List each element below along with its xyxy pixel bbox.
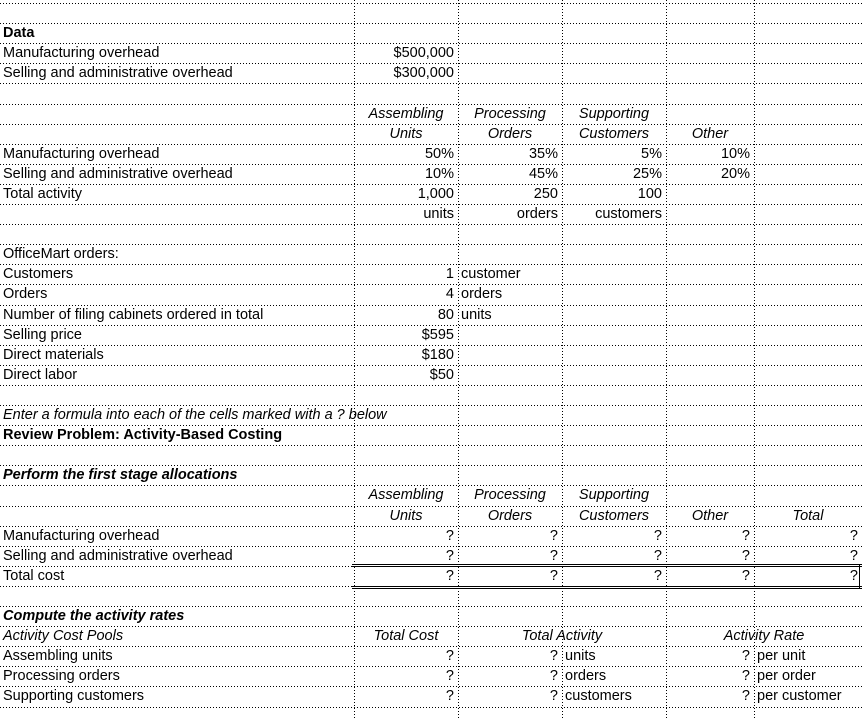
officemart-row-label: Selling price [3,327,82,343]
first-stage-header-bottom: Customers [578,508,650,524]
rates-activity-cell[interactable]: ? [549,688,558,704]
rates-rate-cell[interactable]: ? [741,668,750,684]
officemart-row-value[interactable]: 4 [445,286,454,302]
allocation-cell[interactable]: 100 [637,186,662,202]
allocation-cell[interactable]: 250 [533,186,558,202]
rates-cost-cell[interactable]: ? [445,648,454,664]
rates-cost-cell[interactable]: ? [445,668,454,684]
officemart-row-unit: units [461,307,492,323]
rates-rate-unit: per customer [757,688,842,704]
officemart-row-unit: customer [461,266,521,282]
review-title: Review Problem: Activity-Based Costing [3,427,283,443]
rates-row-label: Processing orders [3,668,120,684]
first-stage-cell[interactable]: ? [549,548,558,564]
allocation-cell[interactable]: 35% [528,146,558,162]
allocation-cell[interactable]: customers [595,206,662,222]
allocation-cell[interactable]: 45% [528,166,558,182]
officemart-row-value[interactable]: $50 [429,367,454,383]
first-stage-row-label: Total cost [3,568,65,584]
officemart-row-value[interactable]: $180 [421,347,454,363]
allocation-row-label: Manufacturing overhead [3,146,160,162]
rates-header-activity: Total Activity [521,628,603,644]
first-stage-cell[interactable]: ? [849,568,858,584]
data-row-label: Selling and administrative overhead [3,65,233,81]
allocation-row-label: Total activity [3,186,82,202]
allocation-row-label: Selling and administrative overhead [3,166,233,182]
officemart-row-unit [458,325,562,345]
allocation-cell[interactable]: units [423,206,454,222]
first-stage-cell[interactable]: ? [741,568,750,584]
allocation-cell[interactable]: 5% [641,146,662,162]
officemart-row-unit: orders [461,286,503,302]
rates-rate-cell[interactable]: ? [741,688,750,704]
officemart-row-value[interactable]: 80 [437,307,454,323]
allocation-header-bottom: Orders [487,126,533,142]
rates-rate-unit: per unit [757,648,806,664]
allocation-cell[interactable]: 20% [720,166,750,182]
first-stage-header-top [754,485,862,505]
rates-rate-cell[interactable]: ? [741,648,750,664]
data-title: Data [3,25,35,41]
allocation-cell[interactable]: 1,000 [417,186,454,202]
allocation-cell[interactable]: 10% [720,146,750,162]
allocation-row-label [0,204,354,224]
officemart-title: OfficeMart orders: [3,246,119,262]
allocation-header-top [666,104,754,124]
first-stage-header-bottom: Total [792,508,824,524]
first-stage-cell[interactable]: ? [549,528,558,544]
allocation-cell[interactable] [666,184,754,204]
first-stage-cell[interactable]: ? [653,528,662,544]
instruction-text: Enter a formula into each of the cells marked with a ? below [3,407,387,423]
first-stage-cell[interactable]: ? [849,528,858,544]
first-stage-cell[interactable]: ? [741,528,750,544]
rates-activity-cell[interactable]: ? [549,648,558,664]
first-stage-header-bottom: Other [691,508,729,524]
first-stage-cell[interactable]: ? [653,568,662,584]
first-stage-header-top: Supporting [578,487,650,503]
first-stage-title: Perform the first stage allocations [3,467,238,483]
officemart-row-label: Number of filing cabinets ordered in total [3,307,264,323]
rates-activity-cell[interactable]: ? [549,668,558,684]
first-stage-row-label: Manufacturing overhead [3,528,160,544]
first-stage-cell[interactable]: ? [849,548,858,564]
rates-header-cost: Total Cost [373,628,439,644]
first-stage-cell[interactable]: ? [445,568,454,584]
allocation-header-top: Assembling [368,106,444,122]
allocation-header-top: Processing [474,106,546,122]
rates-activity-unit: orders [565,668,607,684]
rates-row-label: Supporting customers [3,688,145,704]
first-stage-row-label: Selling and administrative overhead [3,548,233,564]
rates-cost-cell[interactable]: ? [445,688,454,704]
allocation-header-bottom: Customers [578,126,650,142]
first-stage-header-top: Assembling [368,487,444,503]
officemart-row-label: Customers [3,266,74,282]
allocation-header-bottom: Other [691,126,729,142]
officemart-row-label: Orders [3,286,48,302]
first-stage-cell[interactable]: ? [445,528,454,544]
rates-header-pool: Activity Cost Pools [3,628,124,644]
first-stage-cell[interactable]: ? [549,568,558,584]
data-row-value[interactable]: $500,000 [393,45,454,61]
allocation-header-bottom: Units [389,126,423,142]
first-stage-cell[interactable]: ? [653,548,662,564]
allocation-header-top: Supporting [578,106,650,122]
officemart-row-label: Direct materials [3,347,104,363]
officemart-row-unit [458,365,562,385]
allocation-cell[interactable] [666,204,754,224]
officemart-row-value[interactable]: $595 [421,327,454,343]
data-row-value[interactable]: $300,000 [393,65,454,81]
allocation-cell[interactable]: 10% [424,166,454,182]
first-stage-header-bottom: Units [389,508,423,524]
rates-rate-unit: per order [757,668,816,684]
first-stage-header-top [666,485,754,505]
rates-header-rate: Activity Rate [723,628,805,644]
first-stage-header-top: Processing [474,487,546,503]
first-stage-cell[interactable]: ? [741,548,750,564]
first-stage-cell[interactable]: ? [445,548,454,564]
allocation-cell[interactable]: 25% [632,166,662,182]
officemart-row-value[interactable]: 1 [445,266,454,282]
first-stage-header-bottom: Orders [487,508,533,524]
rates-row-label: Assembling units [3,648,113,664]
allocation-cell[interactable]: orders [516,206,558,222]
rates-title: Compute the activity rates [3,608,185,624]
data-row-label: Manufacturing overhead [3,45,160,61]
rates-activity-unit: units [565,648,596,664]
officemart-row-label: Direct labor [3,367,78,383]
rates-activity-unit: customers [565,688,632,704]
allocation-cell[interactable]: 50% [424,146,454,162]
officemart-row-unit [458,345,562,365]
